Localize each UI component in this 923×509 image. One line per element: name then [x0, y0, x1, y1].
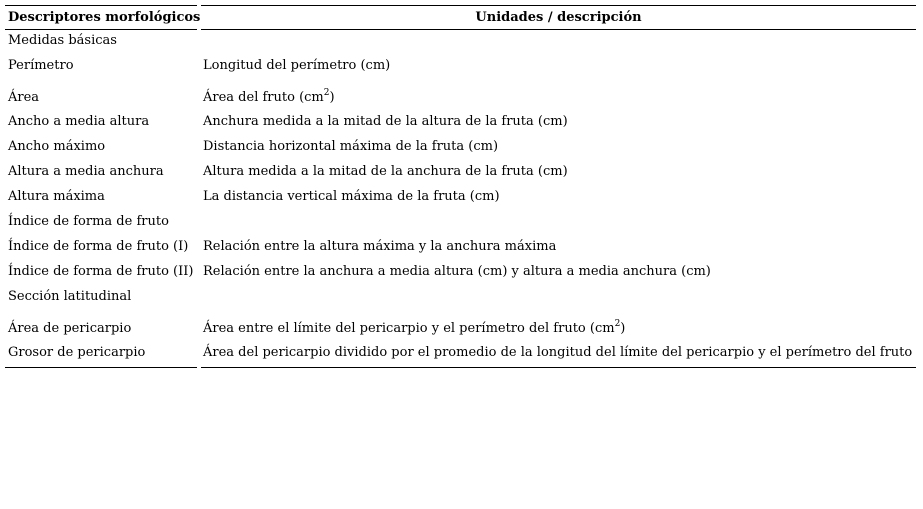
header-units: Unidades / descripción	[475, 10, 642, 25]
description-cell	[203, 58, 390, 74]
table-row	[5, 82, 916, 107]
description-text: Relación entre la altura máxima y la anchura máxima	[203, 239, 557, 254]
table-row	[5, 110, 916, 135]
descriptor-cell: Índice de forma de fruto (I)	[8, 239, 189, 254]
description-text: Área del fruto (cm	[203, 90, 324, 105]
description-cell	[203, 139, 498, 155]
descriptor-cell: Ancho a media altura	[8, 114, 150, 129]
description-text: Relación entre la anchura a media altura (cm) y altura a media anchura (cm)	[203, 264, 711, 279]
descriptor-cell: Índice de forma de fruto	[8, 214, 169, 229]
description-text: Longitud del perímetro (cm)	[203, 58, 391, 73]
descriptor-cell: Altura a media anchura	[8, 164, 164, 179]
table-row	[5, 29, 916, 54]
table-row	[5, 135, 916, 160]
description-text: Área entre el límite del pericarpio y el perímetro del fruto (cm	[203, 321, 615, 336]
table-row	[5, 54, 916, 79]
description-text: Área del pericarpio dividido por el promedio de la longitud del límite del pericarpio y el perímetro del fruto	[203, 345, 913, 360]
descriptor-cell: Área	[8, 90, 40, 105]
table-row	[5, 260, 916, 285]
superscript: 2	[614, 319, 621, 329]
description-cell	[203, 90, 335, 106]
descriptor-cell: Sección latitudinal	[8, 289, 132, 304]
description-text: Anchura medida a la mitad de la altura de la fruta (cm)	[203, 114, 568, 129]
table-row	[5, 341, 916, 366]
description-text: Distancia horizontal máxima de la fruta (cm)	[203, 139, 499, 154]
superscript: 2	[323, 88, 330, 98]
description-suffix: )	[329, 90, 335, 105]
top-rule-col2	[201, 5, 916, 6]
description-text: Altura medida a la mitad de la anchura de la fruta (cm)	[203, 164, 568, 179]
header-descriptors: Descriptores morfológicos	[8, 10, 201, 25]
top-rule-col1	[5, 5, 197, 6]
descriptor-cell: Ancho máximo	[8, 139, 106, 154]
bottom-rule-col2	[201, 367, 916, 368]
descriptor-cell: Altura máxima	[8, 189, 105, 204]
table-row	[5, 185, 916, 210]
table-row	[5, 235, 916, 260]
table-row	[5, 160, 916, 185]
description-cell	[203, 189, 500, 205]
table-row	[5, 313, 916, 338]
description-suffix: )	[620, 321, 626, 336]
description-cell	[203, 345, 912, 361]
table-row	[5, 285, 916, 310]
descriptor-cell: Área de pericarpio	[8, 321, 132, 336]
description-cell	[203, 264, 711, 280]
description-text: La distancia vertical máxima de la fruta (cm)	[203, 189, 500, 204]
description-cell	[203, 164, 568, 180]
description-cell	[203, 239, 556, 255]
description-cell	[203, 321, 625, 337]
descriptor-cell: Grosor de pericarpio	[8, 345, 146, 360]
table-row	[5, 210, 916, 235]
description-cell	[203, 114, 568, 130]
descriptor-cell: Medidas básicas	[8, 33, 117, 48]
descriptor-cell: Índice de forma de fruto (II)	[8, 264, 194, 279]
bottom-rule-col1	[5, 367, 197, 368]
descriptor-cell: Perímetro	[8, 58, 74, 73]
